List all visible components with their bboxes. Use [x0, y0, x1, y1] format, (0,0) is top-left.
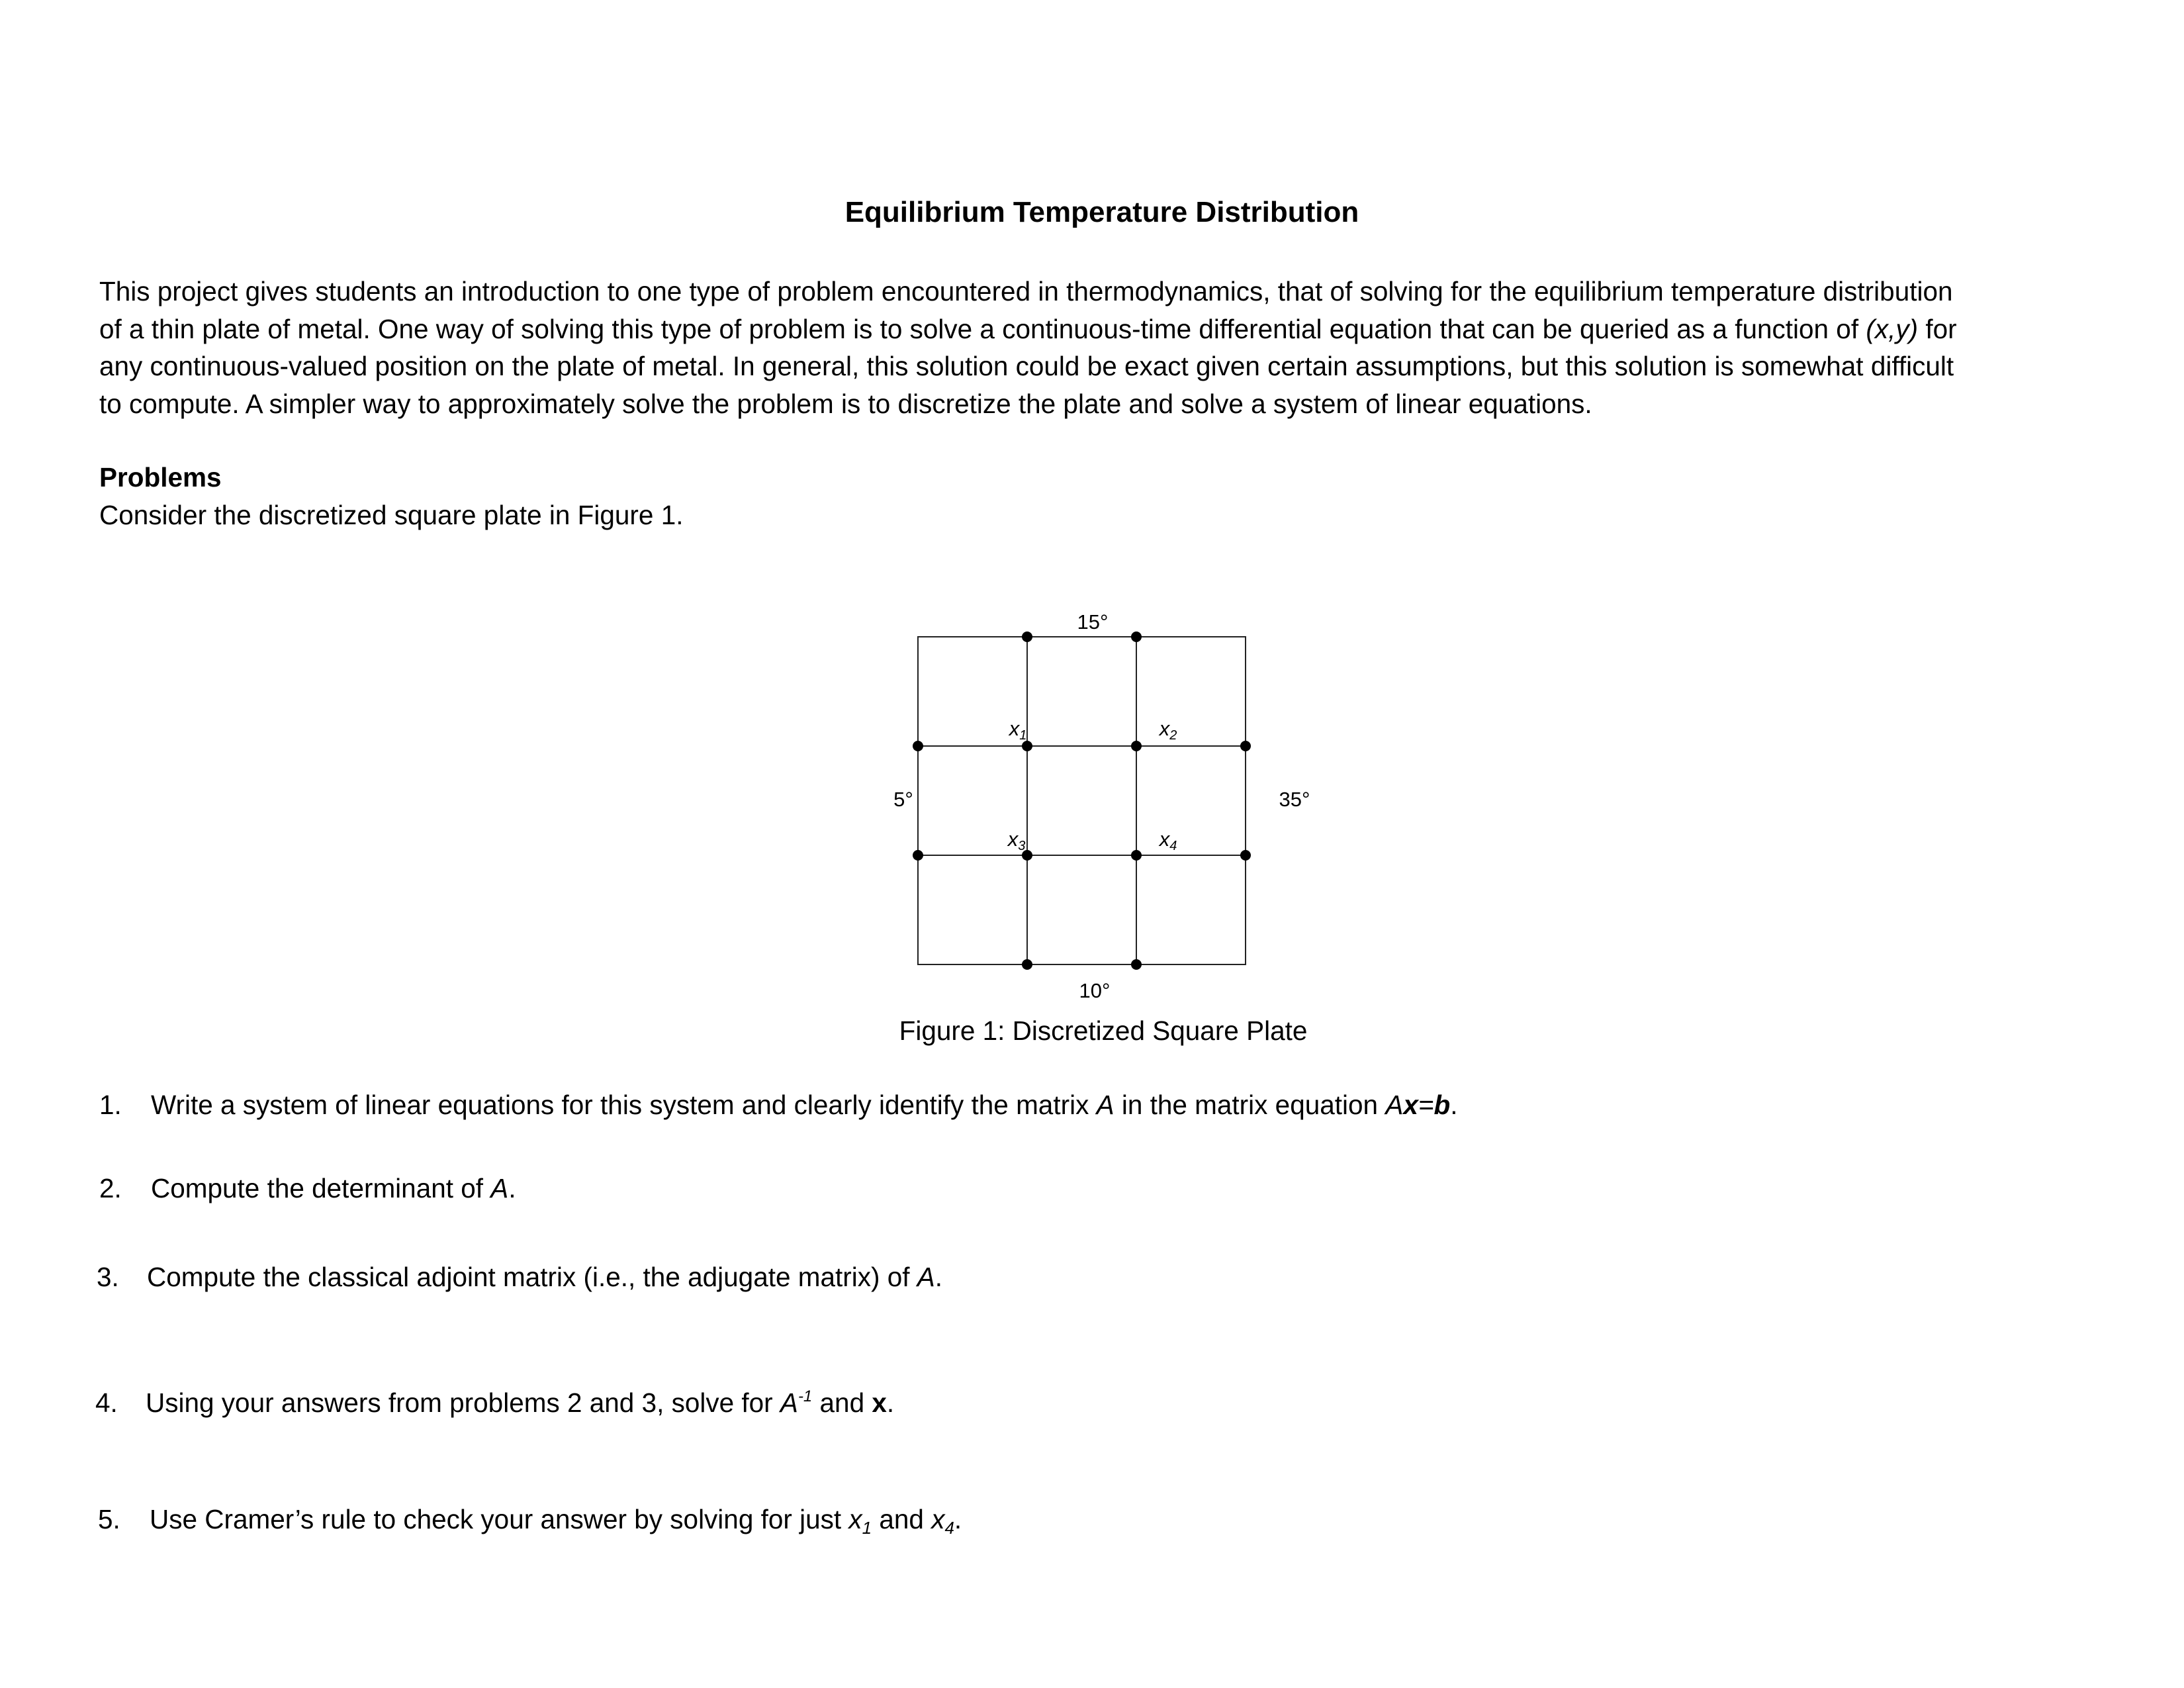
problem-number: 4. [95, 1387, 118, 1418]
problem-number: 2. [99, 1173, 122, 1203]
text-segment: Compute the determinant of [151, 1173, 491, 1203]
paragraph-line-2 [99, 310, 2111, 348]
matrix-A: A [1096, 1090, 1115, 1120]
text-segment: . [934, 1262, 943, 1292]
right-temperature-label: 35° [1279, 788, 1310, 811]
node-subscript: 2 [1169, 728, 1177, 743]
matrix-A: A [917, 1262, 935, 1292]
node-subscript: 3 [1018, 839, 1026, 853]
intro-paragraph [99, 273, 2111, 422]
problem-number: 1. [99, 1090, 122, 1120]
node-var: x [1007, 827, 1019, 851]
problem-text [147, 1262, 942, 1293]
text-segment: . [886, 1387, 895, 1418]
paragraph-line-3: any continuous-valued position on the plate of metal. In general, this solution could be exact given certain assumptions, but this solution is somewhat difficult [99, 351, 1954, 381]
page-title: Equilibrium Temperature Distribution [844, 196, 1359, 228]
matrix-A: A [780, 1387, 798, 1418]
paragraph-line-1: This project gives students an introduction to one type of problem encountered in thermodynamics, that of solving for the equilibrium temperature distribution [99, 276, 1953, 306]
node-var: x [1159, 717, 1170, 740]
problem-text [151, 1173, 516, 1204]
boundary-node-bottom-1 [1022, 959, 1032, 970]
text-segment: Using your answers from problems 2 and 3, solve for [146, 1387, 780, 1418]
equation-equals: = [1418, 1090, 1434, 1120]
boundary-node-right-1 [1240, 741, 1251, 751]
interior-node-x2 [1131, 741, 1142, 751]
boundary-node-left-1 [913, 741, 923, 751]
boundary-node-top-1 [1022, 632, 1032, 642]
text-segment: Compute the classical adjoint matrix (i.e., the adjugate matrix) of [147, 1262, 917, 1292]
text-segment: and [872, 1504, 932, 1534]
boundary-node-right-2 [1240, 850, 1251, 861]
matrix-A: A [490, 1173, 509, 1203]
node-label-x1 [1009, 717, 1027, 743]
bottom-temperature-label: 10° [1079, 979, 1111, 1002]
text-segment: . [954, 1504, 962, 1534]
text-segment: Write a system of linear equations for this system and clearly identify the matrix [151, 1090, 1097, 1120]
figure-discretized-plate [860, 596, 1324, 1019]
problems-heading: Problems [99, 462, 222, 492]
node-subscript: 1 [1019, 728, 1027, 743]
problem-number: 3. [97, 1262, 119, 1292]
paragraph-line-4: to compute. A simpler way to approximately solve the problem is to discretize the plate and solve a system of linear equations. [99, 388, 1592, 419]
node-label-x2 [1160, 717, 1177, 743]
plate-grid [860, 596, 1324, 1019]
paragraph-line-2-text: of a thin plate of metal. One way of solving this type of problem is to solve a continuous-time differential equation that can be queried as a function of [99, 313, 1866, 344]
node-var: x [1009, 717, 1020, 740]
subscript-1: 1 [862, 1518, 872, 1538]
problems-intro: Consider the discretized square plate in Figure 1. [99, 500, 684, 530]
boundary-node-top-2 [1131, 632, 1142, 642]
subscript-4: 4 [944, 1518, 954, 1538]
variable-x4: x [931, 1504, 945, 1534]
text-segment: in the matrix equation [1114, 1090, 1386, 1120]
equation-A: A [1385, 1090, 1404, 1120]
equation-x: x [1403, 1090, 1418, 1120]
text-segment: . [1450, 1090, 1458, 1120]
variable-x1: x [848, 1504, 862, 1534]
boundary-node-bottom-2 [1131, 959, 1142, 970]
problem-text [150, 1504, 962, 1538]
boundary-node-left-2 [913, 850, 923, 861]
text-segment: and [812, 1387, 872, 1418]
plate-border [918, 637, 1246, 964]
vector-x: x [872, 1387, 887, 1418]
node-label-x3 [1008, 827, 1026, 854]
problem-number: 5. [98, 1504, 120, 1534]
inverse-superscript: -1 [797, 1387, 813, 1405]
equation-b: b [1433, 1090, 1451, 1120]
figure-caption: Figure 1: Discretized Square Plate [899, 1015, 1308, 1046]
paragraph-line-2-tail: for [1918, 313, 1957, 344]
problem-text [146, 1387, 894, 1419]
problem-text [151, 1090, 1458, 1121]
node-label-x4 [1160, 827, 1177, 854]
text-segment: Use Cramer’s rule to check your answer by solving for just [150, 1504, 849, 1534]
top-temperature-label: 15° [1077, 610, 1109, 633]
node-var: x [1159, 827, 1170, 851]
xy-variable: (x,y) [1866, 313, 1919, 344]
text-segment: . [508, 1173, 516, 1203]
interior-node-x4 [1131, 850, 1142, 861]
left-temperature-label: 5° [893, 788, 913, 811]
node-subscript: 4 [1169, 839, 1177, 853]
